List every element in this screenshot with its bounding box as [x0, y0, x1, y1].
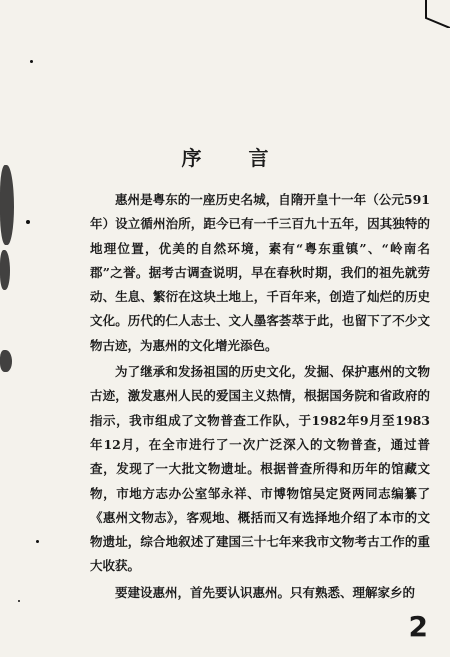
ink-speck — [26, 220, 30, 224]
ink-speck — [30, 60, 33, 63]
page-number: 2 — [408, 610, 428, 643]
ink-speck — [18, 600, 20, 602]
paragraph-2: 为了继承和发扬祖国的历史文化，发掘、保护惠州的文物古迹，激发惠州人民的爱国主义热情，根据国务院和省政府的指示，我市组成了文物普查工作队，于1982年9月至1983年12月，在全市进行了一次广泛深入的文物普查，通过普查，发现了一大批文物遗址。根据普查所得和历年的馆藏文物，市地方志办公室邹永祥、市博物馆吴定贤两同志编纂了《惠州文物志》，客观地、概括而又有选择地介绍了本市的文物遗址，综合地叙述了建国三十七年来我市文物考古工作的重大收获。 — [90, 364, 430, 574]
folded-corner-mark — [420, 0, 450, 28]
page-title: 序 言 — [181, 146, 289, 170]
left-edge-smudge — [0, 350, 12, 372]
left-edge-smudge — [0, 250, 10, 290]
paragraph-3: 要建设惠州，首先要认识惠州。只有熟悉、理解家乡的 — [115, 584, 416, 600]
paragraph-1: 惠州是粤东的一座历史名城，自隋开皇十一年（公元591年）设立循州治所，距今已有一千三百九十五年，因其独特的地理位置，优美的自然环境，素有“粤东重镇”、“岭南名郡”之誉。据考古调查说明，早在春秋时期，我们的祖先就劳动、生息、繁衍在这块土地上，千百年来，创造了灿烂的历史文化。历代的仁人志士、文人墨客荟萃于此，也留下了不少文物古迹，为惠州的文化增光添色。 — [90, 192, 430, 353]
body-text — [90, 188, 430, 607]
left-edge-smudge — [0, 165, 14, 245]
ink-speck — [36, 540, 39, 543]
